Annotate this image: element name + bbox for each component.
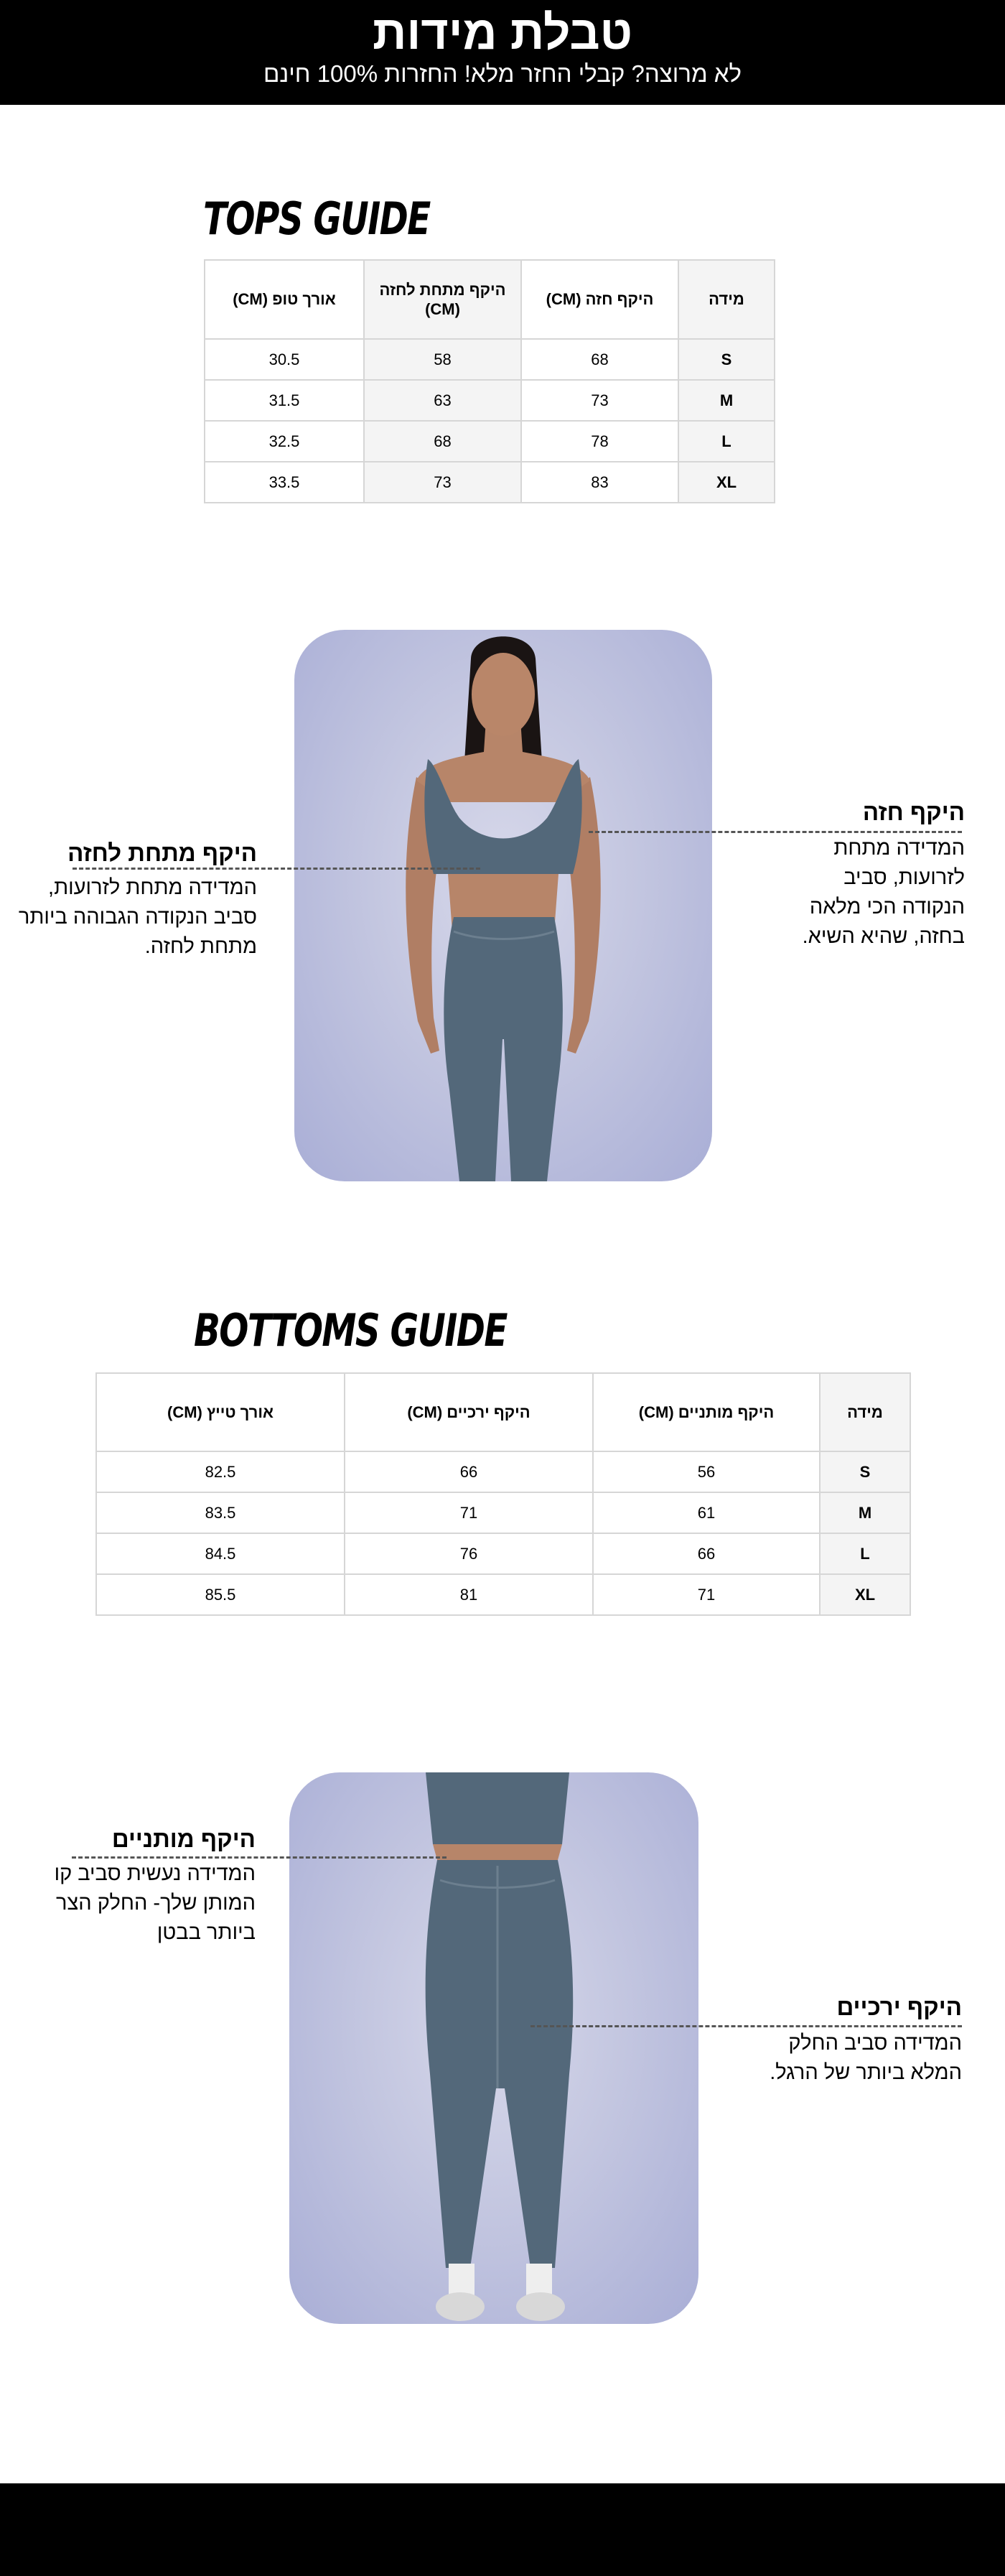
table-row bbox=[205, 339, 775, 380]
table-row bbox=[96, 1533, 910, 1574]
underbust-cell: 68 bbox=[364, 421, 521, 462]
column-header-size: מידה bbox=[678, 260, 775, 339]
bottoms-guide-title: BOTTOMS GUIDE bbox=[194, 1304, 507, 1357]
page-title: טבלת מידות bbox=[372, 6, 632, 59]
chest-cell: 78 bbox=[521, 421, 678, 462]
chest-callout bbox=[784, 798, 965, 952]
length-cell: 82.5 bbox=[96, 1451, 345, 1492]
tops-guide-title: TOPS GUIDE bbox=[203, 192, 430, 245]
waist-cell: 61 bbox=[593, 1492, 820, 1533]
hips-callout bbox=[739, 1993, 962, 2088]
size-cell: L bbox=[678, 421, 775, 462]
page-footer bbox=[0, 2483, 1005, 2576]
table-row bbox=[96, 1574, 910, 1615]
underbust-cell: 73 bbox=[364, 462, 521, 503]
waist-callout-text: המדידה נעשית סביב קו המותן שלך- החלק הצר ביותר בבטן bbox=[54, 1861, 256, 1944]
underbust-callout bbox=[14, 839, 257, 962]
chest-cell: 68 bbox=[521, 339, 678, 380]
length-cell: 31.5 bbox=[205, 380, 364, 421]
length-cell: 33.5 bbox=[205, 462, 364, 503]
column-header-top-length: אורך טופ (CM) bbox=[205, 260, 364, 339]
hips-callout-text: המדידה סביב החלק המלא ביותר של הרגל. bbox=[770, 2031, 962, 2084]
table-header-row bbox=[205, 260, 775, 339]
table-header-row bbox=[96, 1373, 910, 1451]
size-cell: M bbox=[678, 380, 775, 421]
column-header-leggings-length: אורך טייץ (CM) bbox=[96, 1373, 345, 1451]
underbust-cell: 63 bbox=[364, 380, 521, 421]
underbust-callout-title: היקף מתחת לחזה bbox=[67, 840, 257, 866]
table-row bbox=[96, 1451, 910, 1492]
size-cell: M bbox=[820, 1492, 910, 1533]
chest-cell: 73 bbox=[521, 380, 678, 421]
length-cell: 83.5 bbox=[96, 1492, 345, 1533]
waist-cell: 56 bbox=[593, 1451, 820, 1492]
bottoms-size-table bbox=[95, 1372, 911, 1616]
bottoms-model-photo bbox=[289, 1772, 698, 2324]
length-cell: 30.5 bbox=[205, 339, 364, 380]
hips-cell: 66 bbox=[345, 1451, 593, 1492]
size-cell: XL bbox=[678, 462, 775, 503]
column-header-underbust: היקף מתחת לחזה (CM) bbox=[364, 260, 521, 339]
underbust-callout-text: המדידה מתחת לזרועות, סביב הנקודה הגבוהה ביותר מתחת לחזה. bbox=[18, 875, 257, 958]
chest-cell: 83 bbox=[521, 462, 678, 503]
tops-size-table bbox=[204, 259, 775, 503]
table-row bbox=[96, 1492, 910, 1533]
hips-callout-title: היקף ירכיים bbox=[836, 1994, 962, 2020]
page-header bbox=[0, 0, 1005, 105]
size-cell: S bbox=[678, 339, 775, 380]
column-header-chest: היקף חזה (CM) bbox=[521, 260, 678, 339]
length-cell: 84.5 bbox=[96, 1533, 345, 1574]
page-subtitle: לא מרוצה? קבלי החזר מלא! החזרות 100% חינם bbox=[263, 60, 742, 87]
table-row bbox=[205, 421, 775, 462]
column-header-waist: היקף מותניים (CM) bbox=[593, 1373, 820, 1451]
model-back-illustration bbox=[289, 1772, 698, 2324]
hips-cell: 76 bbox=[345, 1533, 593, 1574]
underbust-cell: 58 bbox=[364, 339, 521, 380]
table-row bbox=[205, 462, 775, 503]
model-front-illustration bbox=[294, 630, 712, 1181]
column-header-size: מידה bbox=[820, 1373, 910, 1451]
column-header-hips: היקף ירכיים (CM) bbox=[345, 1373, 593, 1451]
table-row bbox=[205, 380, 775, 421]
hips-cell: 81 bbox=[345, 1574, 593, 1615]
length-cell: 85.5 bbox=[96, 1574, 345, 1615]
waist-callout-title: היקף מותניים bbox=[111, 1826, 256, 1852]
hips-cell: 71 bbox=[345, 1492, 593, 1533]
tops-model-photo bbox=[294, 630, 712, 1181]
waist-callout bbox=[26, 1825, 256, 1948]
chest-callout-title: היקף חזה bbox=[862, 799, 965, 825]
length-cell: 32.5 bbox=[205, 421, 364, 462]
chest-callout-text: המדידה מתחת לזרועות, סביב הנקודה הכי מלאה בחזה, שהיא השיא. bbox=[802, 836, 965, 949]
size-cell: L bbox=[820, 1533, 910, 1574]
size-cell: XL bbox=[820, 1574, 910, 1615]
waist-cell: 71 bbox=[593, 1574, 820, 1615]
waist-cell: 66 bbox=[593, 1533, 820, 1574]
size-cell: S bbox=[820, 1451, 910, 1492]
